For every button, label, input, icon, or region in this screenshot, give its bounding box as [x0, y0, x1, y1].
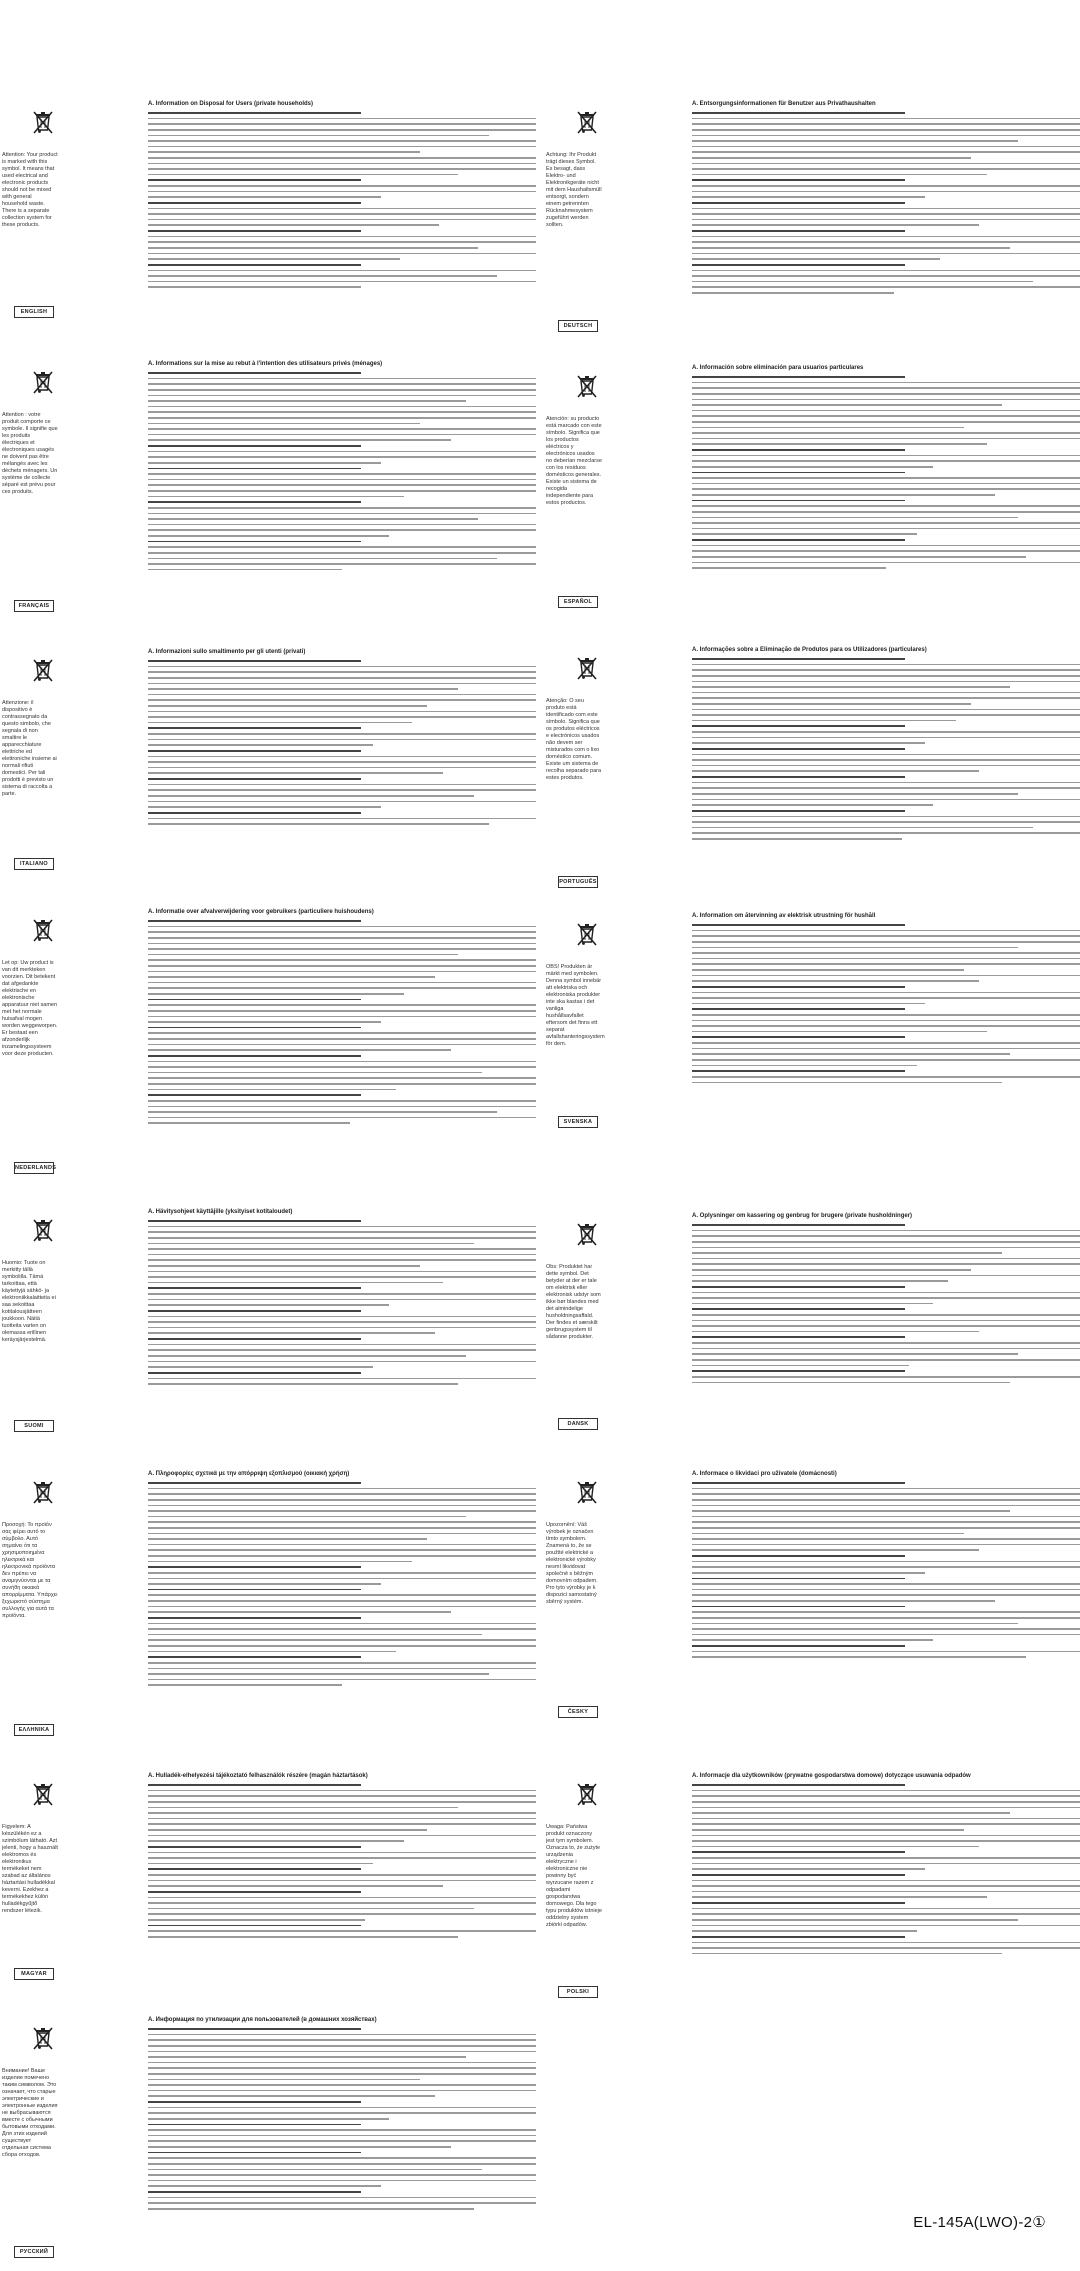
language-label: POLSKI — [558, 1986, 598, 1998]
symbol-note: Figyelem: A készülékén ez a szimbólum látható. Azt jelenti, hogy a használt elektromos és elektronikus termékeket nem szabad az általános háztartási hulladékkal keverni. Ezekhez a termékekhez külön hulladékgyűjtő rendszer létezik. — [2, 1824, 58, 1915]
section-sidebar — [2, 1196, 60, 1436]
section-nederlands — [2, 896, 537, 1178]
language-label: PORTUGUÊS — [558, 876, 598, 888]
section-russkiy — [2, 2004, 537, 2262]
symbol-note: Uwaga: Państwa produkt oznaczony jest tym symbolem. Oznacza to, że zużyte urządzenia elektryczne i elektroniczne nie powinny być wyrzucane razem z odpadami gospodarstwa domowego. Dla tego typu produktów istnieje oddzielny system zbiórki odpadów. — [546, 1824, 602, 1929]
section-body — [692, 912, 1080, 923]
section-deutsch — [546, 88, 1080, 336]
symbol-note: Atención: su producto está marcado con este símbolo. Significa que los productos eléctricos y electrónicos usados no deberían mezclarse con los residuos domésticos generales. Existe un sistema de recogida independiente para estos productos. — [546, 416, 602, 507]
section-sidebar — [2, 1458, 60, 1740]
crossed-bin-icon — [576, 1480, 598, 1506]
section-title: A. Entsorgungsinformationen für Benutzer aus Privathaushalten — [692, 101, 876, 107]
section-sidebar — [546, 1200, 604, 1434]
language-label: FRANÇAIS — [14, 600, 54, 612]
section-sidebar — [2, 88, 60, 324]
section-title: A. Information om återvinning av elektrisk utrustning för hushåll — [692, 913, 876, 919]
section-francais — [2, 348, 537, 616]
crossed-bin-icon — [32, 918, 54, 944]
section-sidebar — [2, 348, 60, 616]
language-label: ČESKY — [558, 1706, 598, 1718]
symbol-note: Huomio: Tuote on merkitty tällä symbolilla. Tämä tarkoittaa, että käytettyjä sähkö- ja elektroniikkalaitteita ei saa sekoittaa kotitalousjätteen joukkoon. Näitä tuotteita varten on olemassa erillinen keräysjärjestelmä. — [2, 1260, 56, 1344]
symbol-note: Let op: Uw product is van dit merkteken voorzien. Dit betekent dat afgedankte elektrische en elektronische apparatuur niet samen met het normale huisafval mogen worden weggeworpen. Er bestaat een afzonderlijk inzamelingssysteem voor deze producten. — [2, 960, 58, 1058]
section-body — [148, 908, 536, 919]
symbol-note: Atenção: O seu produto está identificado com este símbolo. Significa que os produtos eléctricos e electrónicos usados não devem ser misturados com o lixo doméstico comum. Existe um sistema de recolha separado para estes produtos. — [546, 698, 602, 782]
section-title: A. Informations sur la mise au rebut à l'intention des utilisateurs privés (ménages) — [148, 361, 383, 367]
section-body — [692, 1212, 1080, 1223]
section-title: A. Oplysninger om kassering og genbrug for brugere (private husholdninger) — [692, 1213, 913, 1219]
language-label: DANSK — [558, 1418, 598, 1430]
crossed-bin-icon — [32, 370, 54, 396]
language-label: ENGLISH — [14, 306, 54, 318]
language-label: ΕΛΛΗΝΙΚΑ — [14, 1724, 54, 1736]
symbol-note: Achtung: Ihr Produkt trägt dieses Symbol. Es besagt, dass Elektro- und Elektronikgeräte nicht mit dem Haushaltsmüll entsorgt, sondern einem getrennten Rücknahmesystem zugeführt werden sollten. — [546, 152, 602, 229]
crossed-bin-icon — [576, 1222, 598, 1248]
section-title: A. Πληροφορίες σχετικά με την απόρριψη εξοπλισμού (οικιακή χρήση) — [148, 1471, 350, 1477]
crossed-bin-icon — [32, 1782, 54, 1808]
section-body — [692, 100, 1080, 111]
symbol-note: Attention : votre produit comporte ce symbole. Il signifie que les produits électriques et électroniques usagés ne doivent pas être mélangés avec les déchets ménagers. Un système de collecte séparé est prévu pour ces produits. — [2, 412, 58, 496]
language-label: NEDERLANDS — [14, 1162, 54, 1174]
section-sidebar — [2, 1760, 60, 1984]
section-body — [148, 100, 536, 111]
section-italiano — [2, 636, 537, 874]
symbol-note: Внимание! Ваше изделие помечено таким символом. Это означает, что старые электрические и электронные изделия не выбрасываются вместе с обычными бытовыми отходами. Для этих изделий существует отдельная система сбора отходов. — [2, 2068, 58, 2159]
section-body — [148, 2016, 536, 2027]
section-title: A. Información sobre eliminación para usuarios particulares — [692, 365, 864, 371]
crossed-bin-icon — [32, 1218, 54, 1244]
section-sidebar — [2, 896, 60, 1178]
document-code: EL-145A(LWO)-2① — [913, 2214, 1046, 2231]
crossed-bin-icon — [576, 922, 598, 948]
symbol-note: OBS! Produkten är märkt med symbolen. Denna symbol innebär att elektriska och elektroniska produkter inte ska kastas i det vanliga hushållsavfallet eftersom det finns ett separat avfallshanteringssystem för dem. — [546, 964, 605, 1048]
section-espanol — [546, 352, 1080, 612]
section-title: A. Informace o likvidaci pro uživatele (domácnosti) — [692, 1471, 837, 1477]
section-title: A. Информация по утилизации для пользователей (в домашних хозяйствах) — [148, 2017, 377, 2023]
section-body — [692, 646, 1080, 657]
symbol-note: Attenzione: il dispositivo è contrassegnato da questo simbolo, che segnala di non smaltire le apparecchiature elettriche ed elettroniche insieme ai normali rifiuti domestici. Per tali prodotti è previsto un sistema di raccolta a parte. — [2, 700, 57, 798]
crossed-bin-icon — [32, 2026, 54, 2052]
section-ellinika — [2, 1458, 537, 1740]
section-title: A. Informações sobre a Eliminação de Produtos para os Utilizadores (particulares) — [692, 647, 927, 653]
symbol-note: Προσοχή: Το προϊόν σας φέρει αυτό το σύμβολο. Αυτό σημαίνει ότι τα χρησιμοποιημένα ηλεκτρικά και ηλεκτρονικά προϊόντα δεν πρέπει να αναμιγνύονται με τα συνήθη οικιακά απορρίμματα. Υπάρχει ξεχωριστό σύστημα συλλογής για αυτά τα προϊόντα. — [2, 1522, 58, 1620]
crossed-bin-icon — [576, 110, 598, 136]
language-label: ITALIANO — [14, 858, 54, 870]
section-title: A. Hulladék-elhelyezési tájékoztató felhasználók részére (magán háztartások) — [148, 1773, 368, 1779]
section-suomi — [2, 1196, 537, 1436]
section-body — [692, 1772, 1080, 1783]
crossed-bin-icon — [32, 110, 54, 136]
crossed-bin-icon — [576, 1782, 598, 1808]
section-body — [148, 1772, 536, 1783]
section-body — [148, 648, 536, 659]
section-svenska — [546, 900, 1080, 1132]
section-sidebar — [546, 88, 604, 336]
language-label: MAGYAR — [14, 1968, 54, 1980]
section-sidebar — [546, 1458, 604, 1722]
section-title: A. Informazioni sullo smaltimento per gli utenti (privati) — [148, 649, 306, 655]
section-sidebar — [546, 634, 604, 892]
language-label: РУССКИЙ — [14, 2246, 54, 2258]
section-english — [2, 88, 537, 324]
section-sidebar — [546, 900, 604, 1132]
symbol-note: Upozornění: Váš výrobek je označen tímto symbolem. Znamená to, že se použité elektrické a elektronické výrobky nesmí likvidovat společně s běžným domovním odpadem. Pro tyto výrobky je k dispozici samostatný sběrný systém. — [546, 1522, 598, 1606]
section-portugues — [546, 634, 1080, 892]
crossed-bin-icon — [32, 1480, 54, 1506]
section-sidebar — [546, 1760, 604, 2002]
section-body — [148, 1470, 536, 1481]
section-body — [692, 364, 1080, 375]
symbol-note: Attention: Your product is marked with this symbol. It means that used electrical and electronic products should not be mixed with general household waste. There is a separate collection system for these products. — [2, 152, 58, 229]
section-title: A. Information on Disposal for Users (private households) — [148, 101, 314, 107]
language-label: SVENSKA — [558, 1116, 598, 1128]
section-polski — [546, 1760, 1080, 2002]
symbol-note: Obs: Produktet har dette symbol. Det betyder at der er tale om elektrisk eller elektronisk udstyr som ikke bør blandes med det almindelige husholdningsaffald. Der findes et særskilt genbrugssystem til sådanne produkter. — [546, 1264, 601, 1341]
section-body — [148, 360, 536, 371]
section-dansk — [546, 1200, 1080, 1434]
section-title: A. Informatie over afvalverwijdering voor gebruikers (particuliere huishoudens) — [148, 909, 374, 915]
section-title: A. Hävitysohjeet käyttäjille (yksityiset kotitaloudet) — [148, 1209, 293, 1215]
section-sidebar — [546, 352, 604, 612]
crossed-bin-icon — [576, 374, 598, 400]
section-sidebar — [2, 2004, 60, 2262]
language-label: SUOMI — [14, 1420, 54, 1432]
language-label: ESPAÑOL — [558, 596, 598, 608]
section-cesky — [546, 1458, 1080, 1722]
crossed-bin-icon — [576, 656, 598, 682]
section-magyar — [2, 1760, 537, 1984]
section-body — [692, 1470, 1080, 1481]
section-sidebar — [2, 636, 60, 874]
section-title: A. Informacje dla użytkowników (prywatne gospodarstwa domowe) dotyczące usuwania odpadów — [692, 1773, 971, 1779]
language-label: DEUTSCH — [558, 320, 598, 332]
section-body — [148, 1208, 536, 1219]
crossed-bin-icon — [32, 658, 54, 684]
